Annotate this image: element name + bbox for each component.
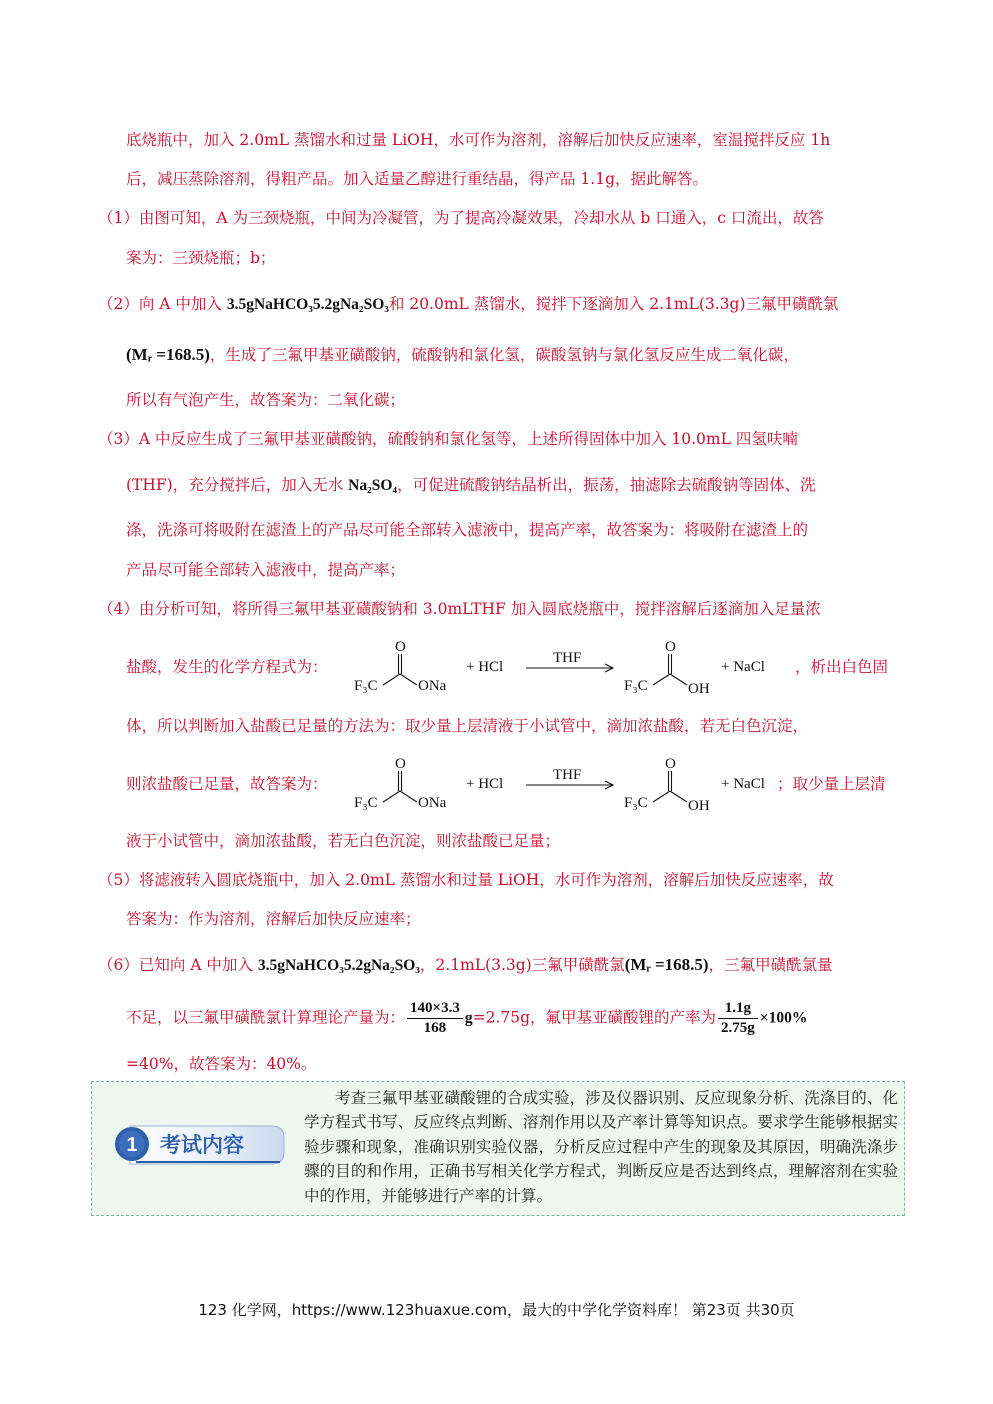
reactant-oxygen: O — [395, 639, 406, 655]
text-segment: ，三氟甲磺酰氯量 — [708, 956, 833, 974]
answer-4-line-4-end: ；取少量上层清 — [777, 775, 886, 793]
reactant-cf3: F₃C — [354, 678, 378, 694]
product-oxygen: O — [665, 639, 676, 655]
answer-2-line-3: 所以有气泡产生，故答案为：二氧化碳； — [126, 391, 406, 409]
fraction-yield — [718, 1000, 758, 1037]
answer-3-line-3: 涤，洗涤可将吸附在滤渣上的产品尽可能全部转入滤液中，提高产率，故答案为：将吸附在滤渣上的 — [126, 521, 809, 539]
exam-content-badge — [112, 1118, 290, 1170]
reactant-oxygen: O — [395, 756, 406, 772]
product-oh: OH — [688, 798, 710, 814]
reagent-hcl: + HCl — [466, 659, 504, 675]
answer-1-line-2: 案为：三颈烧瓶；b； — [126, 249, 276, 267]
fraction-denominator: 2.75g — [721, 1020, 755, 1036]
reaction-equation-2 — [348, 753, 778, 817]
reactant-ona: ONa — [418, 795, 447, 811]
badge-number: 1 — [126, 1134, 138, 1156]
answer-4-line-2-end: ，析出白色固 — [795, 658, 889, 676]
fraction-numerator: 1.1g — [718, 1000, 758, 1019]
answer-3-line-1: （3）A 中反应生成了三氟甲基亚磺酸钠，硫酸钠和氯化氢等，上述所得固体中加入 10.0mL 四氢呋喃 — [98, 430, 798, 448]
molar-mass: (Mᵣ =168.5) — [624, 955, 709, 974]
exam-content-text: 考查三氟甲基亚磺酸锂的合成实验，涉及仪器识别、反应现象分析、洗涤目的、化学方程式书写、反应终点判断、溶剂作用以及产率计算等知识点。要求学生能够根据实验步骤和现象，准确识别实验仪器，分析反应过程中产生的现象及其原因，明确洗涤步骤的目的和作用，正确书写相关化学方程式，判断反应是否达到终点，理解溶剂在实验中的作用，并能够进行产率的计算。 — [304, 1089, 898, 1205]
reactant-cf3: F₃C — [354, 795, 378, 811]
product-cf3: F₃C — [624, 678, 648, 694]
text-segment: =2.75g，氟甲基亚磺酸锂的产率为 — [472, 1008, 717, 1027]
answer-2-line-1 — [98, 292, 839, 317]
chem-formula: 3.5gNaHCO₃5.2gNa₂SO₃ — [226, 296, 389, 313]
text-segment: (THF)，充分搅拌后，加入无水 — [126, 476, 349, 494]
product-cf3: F₃C — [624, 795, 648, 811]
badge-graphic — [112, 1118, 290, 1170]
chem-formula: 3.5gNaHCO₃5.2gNa₂SO₃ — [257, 957, 420, 974]
answer-4-line-2-start: 盐酸，发生的化学方程式为： — [126, 658, 328, 676]
answer-4-line-5: 液于小试管中，滴加浓盐酸，若无白色沉淀，则浓盐酸已足量； — [126, 832, 561, 850]
exam-content-box — [91, 1081, 905, 1216]
text-segment: 和 20.0mL 蒸馏水，搅拌下逐滴加入 2.1mL(3.3g)三氟甲磺酰氯 — [388, 295, 839, 313]
text-segment: 不足，以三氟甲磺酰氯计算理论产量为： — [126, 1008, 406, 1027]
fraction-numerator: 140×3.3 — [407, 1000, 463, 1019]
text-segment: （2）向 A 中加入 — [98, 295, 227, 313]
molar-mass: (Mᵣ =168.5) — [126, 345, 210, 364]
answer-5-line-1: （5）将滤液转入圆底烧瓶中，加入 2.0mL 蒸馏水和过量 LiOH，水可作为溶剂，溶解后加快反应速率，故 — [98, 871, 834, 889]
text-segment: （6）已知向 A 中加入 — [98, 956, 258, 974]
condition-thf: THF — [553, 767, 582, 783]
answer-3-line-2 — [126, 473, 816, 498]
percent-factor: ×100% — [759, 1009, 808, 1027]
chem-formula: Na₂SO₄ — [348, 477, 398, 494]
unit-g: g — [464, 1009, 473, 1027]
answer-1-line-1: （1）由图可知，A 为三颈烧瓶，中间为冷凝管，为了提高冷凝效果，冷却水从 b 口通入，c 口流出，故答 — [98, 209, 824, 227]
answer-4-line-1: （4）由分析可知，将所得三氟甲基亚磺酸钠和 3.0mLTHF 加入圆底烧瓶中，搅拌溶解后逐滴加入足量浓 — [98, 600, 821, 618]
product-nacl: + NaCl — [721, 659, 765, 675]
answer-4-line-3: 体，所以判断加入盐酸已足量的方法为：取少量上层清液于小试管中，滴加浓盐酸，若无白色沉淀， — [126, 717, 809, 735]
product-oh: OH — [688, 681, 710, 697]
text-segment: ，可促进硫酸钠结晶析出，振荡，抽滤除去硫酸钠等固体、洗 — [397, 476, 816, 494]
text-segment: ，2.1mL(3.3g)三氟甲磺酰氯 — [419, 956, 625, 974]
fraction-denominator: 168 — [423, 1020, 447, 1036]
product-nacl: + NaCl — [721, 776, 765, 792]
answer-2-line-2 — [126, 343, 799, 367]
answer-6-line-2 — [126, 1000, 807, 1037]
reaction-equation-1 — [348, 636, 798, 700]
page-footer: 123 化学网，https://www.123huaxue.com，最大的中学化学资料库！ 第23页 共30页 — [198, 1301, 795, 1319]
fraction-theoretical-yield — [407, 1000, 463, 1037]
answer-3-line-4: 产品尽可能全部转入滤液中，提高产率； — [126, 561, 406, 579]
reagent-hcl: + HCl — [466, 776, 504, 792]
answer-5-line-2: 答案为：作为溶剂，溶解后加快反应速率； — [126, 910, 421, 928]
product-oxygen: O — [665, 756, 676, 772]
reactant-ona: ONa — [418, 678, 447, 694]
text-line: 后，减压蒸除溶剂，得粗产品。加入适量乙醇进行重结晶，得产品 1.1g，据此解答。 — [126, 170, 709, 188]
text-segment: ，生成了三氟甲基亚磺酸钠，硫酸钠和氯化氢，碳酸氢钠与氯化氢反应生成二氧化碳， — [209, 346, 799, 364]
answer-6-line-1 — [98, 953, 833, 978]
condition-thf: THF — [553, 650, 582, 666]
text-line: 底烧瓶中，加入 2.0mL 蒸馏水和过量 LiOH，水可作为溶剂，溶解后加快反应速率，室温搅拌反应 1h — [126, 131, 831, 149]
answer-4-line-4-start: 则浓盐酸已足量，故答案为： — [126, 775, 328, 793]
badge-label: 考试内容 — [160, 1133, 244, 1157]
answer-6-line-3: =40%，故答案为：40%。 — [126, 1055, 317, 1073]
